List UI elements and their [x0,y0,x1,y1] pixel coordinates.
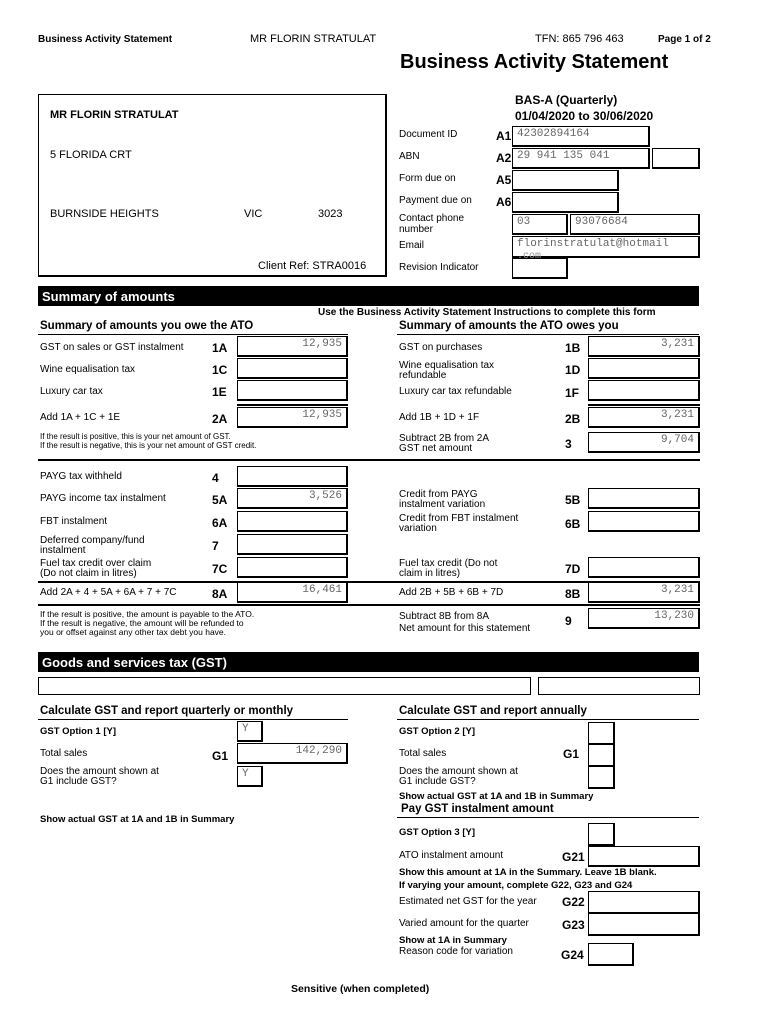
payable-note-1: If the result is positive, the amount is payable to the ATO. [40,609,255,619]
label-7c-2: (Do not claim in litres) [40,568,137,579]
label-1b: GST on purchases [399,342,483,353]
label-7c: Fuel tax credit over claim [40,558,152,569]
field-7c[interactable] [237,557,348,578]
label-9: Subtract 8B from 8A [399,611,490,622]
address-box [38,94,387,277]
ato-instalment-field[interactable] [588,846,700,867]
instalment-note-2: If varying your amount, complete G22, G23 and G24 [399,880,633,891]
annual-total-sales-field[interactable] [588,744,615,767]
address-street: 5 FLORIDA CRT [50,149,132,161]
field-7[interactable] [237,534,348,555]
summary-section-bar: Summary of amounts [38,286,699,306]
gst-blank-field-left [38,677,531,695]
label-2b: Add 1B + 1D + 1F [399,412,480,423]
reason-code-label: Reason code for variation [399,946,513,957]
form-due-label: Form due on [399,173,456,184]
code-1f: 1F [565,386,580,400]
statement-period: 01/04/2020 to 30/06/2020 [515,109,654,123]
gst-note-2: If the result is negative, this is your net amount of GST credit. [40,441,257,450]
label-3: Subtract 2B from 2A [399,433,490,444]
header-left-title: Business Activity Statement [38,34,173,45]
field-9[interactable]: 13,230 [588,608,700,629]
code-1d: 1D [565,363,581,377]
label-3-2: GST net amount [399,443,473,454]
code-5a: 5A [212,493,228,507]
label-5a: PAYG income tax instalment [40,493,166,504]
document-id-field[interactable]: 42302894164 [512,126,650,147]
code-9: 9 [565,614,572,628]
code-1e: 1E [212,385,227,399]
email-label: Email [399,240,425,251]
label-1a: GST on sales or GST instalment [40,342,184,353]
sum-line [588,404,700,406]
abn-field[interactable]: 29 941 135 041 [512,148,650,169]
label-1c: Wine equalisation tax [40,364,136,375]
includes-gst-label-2: G1 include GST? [40,776,117,787]
code-4: 4 [212,471,219,485]
field-8a[interactable]: 16,461 [237,582,348,603]
document-id-label: Document ID [399,129,458,140]
label-1e: Luxury car tax [40,386,103,397]
code-g24: G24 [561,948,584,962]
gst-option-3-field[interactable] [588,823,615,846]
show-at-1a-note: Show at 1A in Summary [399,935,507,946]
label-8a: Add 2A + 4 + 5A + 6A + 7 + 7C [40,587,177,598]
gst-option-3-label: GST Option 3 [Y] [399,827,475,838]
label-7: Deferred company/fund [40,535,145,546]
taxpayer-name: MR FLORIN STRATULAT [50,109,179,121]
header-tfn: TFN: 865 796 463 [535,33,624,45]
pay-gst-instalment-title: Pay GST instalment amount [401,803,554,815]
field-5b[interactable] [588,488,700,509]
phone-number-field[interactable]: 93076684 [570,214,700,235]
divider [38,604,700,606]
code-a6: A6 [496,195,512,209]
abn-branch-field[interactable] [652,148,700,169]
sensitivity-footer: Sensitive (when completed) [291,983,430,995]
varied-amount-label: Varied amount for the quarter [399,918,529,929]
ato-owes-title: Summary of amounts the ATO owes you [399,320,619,332]
reason-code-field[interactable] [588,943,634,966]
instalment-note-1: Show this amount at 1A in the Summary. Leave 1B blank. [399,867,657,878]
form-due-field[interactable] [512,170,619,191]
code-1a: 1A [212,341,228,355]
show-actual-gst-note: Show actual GST at 1A and 1B in Summary [40,814,235,825]
label-7d-2: claim in litres) [399,568,461,579]
divider [38,334,348,335]
label-5b: Credit from PAYG [399,489,478,500]
label-5b-2: instalment variation [399,499,486,510]
total-sales-label: Total sales [40,748,88,759]
address-suburb: BURNSIDE HEIGHTS [50,208,159,220]
code-8b: 8B [565,587,581,601]
revision-field[interactable] [512,258,568,279]
field-1b[interactable]: 3,231 [588,336,700,357]
field-6a[interactable] [237,511,348,532]
field-7d[interactable] [588,557,700,578]
annual-includes-gst-label: Does the amount shown at [399,766,518,777]
code-1c: 1C [212,363,228,377]
page-title: Business Activity Statement [400,51,669,73]
code-7c: 7C [212,562,228,576]
gst-option-1-field[interactable]: Y [237,721,263,742]
estimated-net-gst-label: Estimated net GST for the year [399,896,537,907]
address-postcode: 3023 [318,208,343,220]
code-g22: G22 [562,895,585,909]
total-sales-field[interactable]: 142,290 [237,743,348,764]
annual-total-sales-label: Total sales [399,748,447,759]
code-3: 3 [565,437,572,451]
field-2b[interactable]: 3,231 [588,407,700,428]
gst-note-1: If the result is positive, this is your net amount of GST. [40,432,231,441]
label-9-2: Net amount for this statement [399,623,531,634]
instructions-note: Use the Business Activity Statement Instructions to complete this form [318,307,656,318]
label-4: PAYG tax withheld [40,471,122,482]
payable-note-3: you or offset against any other tax debt you have. [40,627,227,637]
phone-label: Contact phone [399,213,465,224]
payment-due-label: Payment due on [399,195,472,206]
email-value-overflow: .com [517,251,542,262]
field-8b[interactable]: 3,231 [588,582,700,603]
field-1e[interactable] [237,380,348,401]
label-1f: Luxury car tax refundable [399,386,512,397]
field-1c[interactable] [237,358,348,379]
payable-note-2: If the result is negative, the amount will be refunded to [40,618,244,628]
field-4[interactable] [237,466,348,487]
phone-area-field[interactable]: 03 [512,214,568,235]
phone-label-2: number [399,224,433,235]
annual-show-gst-note: Show actual GST at 1A and 1B in Summary [399,791,594,802]
form-type: BAS-A (Quarterly) [515,93,618,107]
code-g1: G1 [212,749,229,763]
client-ref: Client Ref: STRA0016 [258,260,367,272]
code-2b: 2B [565,412,581,426]
field-3[interactable]: 9,704 [588,432,700,453]
estimated-net-gst-field[interactable] [588,891,700,914]
divider [38,459,700,461]
gst-option-2-field[interactable] [588,722,615,745]
annual-includes-gst-label-2: G1 include GST? [399,776,476,787]
header-taxpayer-name: MR FLORIN STRATULAT [250,33,377,45]
label-6b: Credit from FBT instalment [399,513,519,524]
code-2a: 2A [212,412,228,426]
field-2a[interactable]: 12,935 [237,407,348,428]
code-7d: 7D [565,562,581,576]
code-7: 7 [212,539,219,553]
varied-amount-field[interactable] [588,913,700,936]
payment-due-field[interactable] [512,192,619,213]
code-a1: A1 [496,129,512,143]
code-6a: 6A [212,516,228,530]
abn-label: ABN [399,151,420,162]
divider [397,817,699,818]
field-1a[interactable]: 12,935 [237,336,348,357]
email-value: florinstratulat@hotmail [517,238,669,250]
includes-gst-label: Does the amount shown at [40,766,159,777]
label-8b: Add 2B + 5B + 6B + 7D [399,587,504,598]
gst-quarterly-title: Calculate GST and report quarterly or monthly [40,705,294,717]
revision-label: Revision Indicator [399,262,479,273]
code-g23: G23 [562,918,585,932]
field-6b[interactable] [588,511,700,532]
gst-option-1-label: GST Option 1 [Y] [40,726,116,737]
code-g21: G21 [562,850,585,864]
divider [397,719,699,720]
gst-blank-field-right [538,677,700,695]
label-7-2: instalment [40,545,86,556]
gst-annual-title: Calculate GST and report annually [399,705,587,717]
field-1f[interactable] [588,380,700,401]
label-2a: Add 1A + 1C + 1E [40,412,121,423]
email-field[interactable] [512,236,700,262]
label-1d: Wine equalisation tax [399,360,495,371]
label-1d-2: refundable [399,370,447,381]
gst-option-2-label: GST Option 2 [Y] [399,726,475,737]
ato-instalment-label: ATO instalment amount [399,850,504,861]
code-g1-annual: G1 [563,747,580,761]
field-5a[interactable]: 3,526 [237,488,348,509]
gst-section-bar: Goods and services tax (GST) [38,652,699,672]
code-a5: A5 [496,173,512,187]
address-state: VIC [244,208,263,220]
label-6a: FBT instalment [40,516,108,527]
code-8a: 8A [212,587,228,601]
sum-line [237,404,348,406]
includes-gst-field[interactable]: Y [237,766,263,787]
label-7d: Fuel tax credit (Do not [399,558,498,569]
field-1d[interactable] [588,358,700,379]
divider [397,334,699,335]
code-5b: 5B [565,493,581,507]
owe-ato-title: Summary of amounts you owe the ATO [40,320,254,332]
page-number: Page 1 of 2 [658,34,711,45]
annual-includes-gst-field[interactable] [588,766,615,789]
code-6b: 6B [565,517,581,531]
code-a2: A2 [496,151,512,165]
label-6b-2: variation [399,523,437,534]
code-1b: 1B [565,341,581,355]
divider [38,719,348,720]
